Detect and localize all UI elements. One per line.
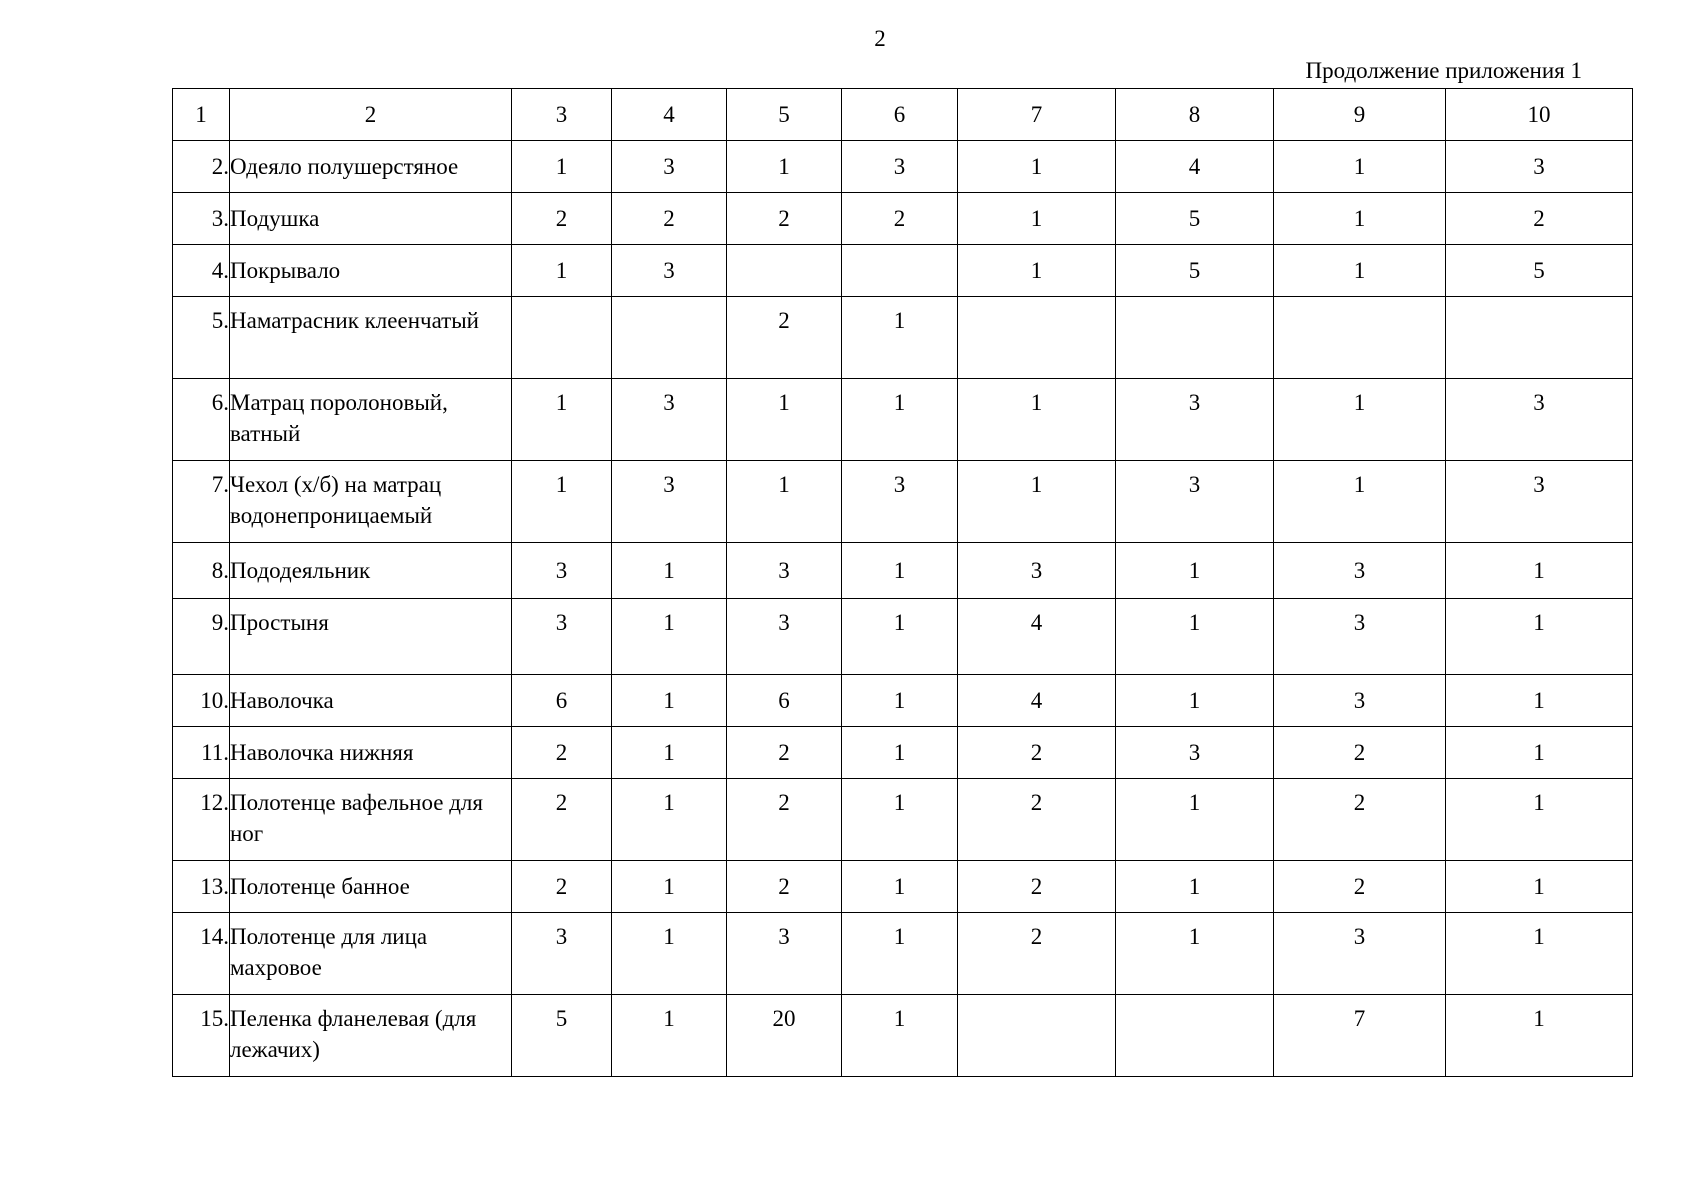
value-cell: 1 [1446, 675, 1633, 727]
value-cell: 3 [512, 543, 612, 599]
value-cell: 1 [1446, 913, 1633, 995]
value-cell: 1 [1274, 141, 1446, 193]
value-cell: 6 [727, 675, 842, 727]
value-cell: 3 [612, 141, 727, 193]
value-cell: 4 [1116, 141, 1274, 193]
value-cell: 1 [727, 141, 842, 193]
value-cell: 1 [512, 379, 612, 461]
value-cell: 3 [1116, 727, 1274, 779]
value-cell: 1 [1446, 861, 1633, 913]
value-cell: 1 [612, 599, 727, 675]
value-cell: 1 [842, 913, 958, 995]
value-cell: 1 [958, 245, 1116, 297]
value-cell: 1 [1274, 193, 1446, 245]
value-cell: 1 [1446, 779, 1633, 861]
value-cell: 2 [842, 193, 958, 245]
table-row [173, 543, 1633, 599]
value-cell [958, 995, 1116, 1077]
value-cell: 3 [727, 599, 842, 675]
item-name: Подушка [230, 193, 512, 245]
row-number: 5. [173, 297, 230, 379]
value-cell: 2 [512, 779, 612, 861]
value-cell: 2 [1274, 861, 1446, 913]
table-row [173, 861, 1633, 913]
value-cell: 1 [842, 727, 958, 779]
value-cell: 1 [842, 675, 958, 727]
value-cell: 3 [512, 913, 612, 995]
value-cell: 4 [958, 599, 1116, 675]
value-cell: 1 [842, 995, 958, 1077]
table-row [173, 297, 1633, 379]
value-cell [1446, 297, 1633, 379]
value-cell: 2 [958, 861, 1116, 913]
value-cell: 2 [1446, 193, 1633, 245]
value-cell: 1 [1446, 543, 1633, 599]
header-cell: 5 [727, 89, 842, 141]
header-cell: 7 [958, 89, 1116, 141]
value-cell [512, 297, 612, 379]
item-name: Покрывало [230, 245, 512, 297]
value-cell: 1 [842, 779, 958, 861]
value-cell: 1 [612, 675, 727, 727]
value-cell: 3 [842, 141, 958, 193]
table-row [173, 193, 1633, 245]
value-cell: 3 [1446, 141, 1633, 193]
value-cell: 3 [1274, 675, 1446, 727]
value-cell: 1 [958, 379, 1116, 461]
value-cell: 5 [1116, 193, 1274, 245]
item-name: Наволочка [230, 675, 512, 727]
row-number: 2. [173, 141, 230, 193]
value-cell: 1 [727, 379, 842, 461]
header-cell: 10 [1446, 89, 1633, 141]
value-cell: 3 [958, 543, 1116, 599]
item-name: Полотенце банное [230, 861, 512, 913]
header-row [173, 89, 1633, 141]
item-name: Чехол (х/б) на матрац водонепроницаемый [230, 461, 512, 543]
item-name: Наматрасник клеенчатый [230, 297, 512, 379]
value-cell [958, 297, 1116, 379]
header-cell: 1 [173, 89, 230, 141]
value-cell: 2 [958, 779, 1116, 861]
value-cell: 6 [512, 675, 612, 727]
value-cell: 1 [512, 141, 612, 193]
row-number: 10. [173, 675, 230, 727]
value-cell: 1 [1274, 461, 1446, 543]
value-cell: 2 [512, 727, 612, 779]
row-number: 8. [173, 543, 230, 599]
value-cell: 1 [1274, 245, 1446, 297]
value-cell: 2 [1274, 779, 1446, 861]
value-cell: 3 [1274, 913, 1446, 995]
value-cell: 1 [842, 599, 958, 675]
value-cell: 3 [1274, 543, 1446, 599]
value-cell: 2 [512, 193, 612, 245]
value-cell: 2 [958, 913, 1116, 995]
value-cell: 3 [1446, 379, 1633, 461]
value-cell: 5 [512, 995, 612, 1077]
value-cell: 1 [1116, 543, 1274, 599]
row-number: 14. [173, 913, 230, 995]
value-cell: 2 [1274, 727, 1446, 779]
value-cell: 1 [1116, 675, 1274, 727]
row-number: 9. [173, 599, 230, 675]
row-number: 4. [173, 245, 230, 297]
page-number: 2 [874, 26, 886, 51]
value-cell: 1 [1446, 727, 1633, 779]
value-cell: 1 [727, 461, 842, 543]
value-cell: 1 [612, 913, 727, 995]
value-cell [727, 245, 842, 297]
value-cell: 3 [842, 461, 958, 543]
value-cell: 3 [612, 461, 727, 543]
value-cell: 4 [958, 675, 1116, 727]
value-cell: 20 [727, 995, 842, 1077]
value-cell: 1 [1274, 379, 1446, 461]
table-row [173, 995, 1633, 1077]
item-name: Матрац поролоновый, ватный [230, 379, 512, 461]
value-cell: 2 [727, 297, 842, 379]
value-cell: 2 [727, 727, 842, 779]
value-cell: 1 [612, 861, 727, 913]
header-cell: 9 [1274, 89, 1446, 141]
row-number: 7. [173, 461, 230, 543]
value-cell: 1 [958, 193, 1116, 245]
value-cell: 2 [958, 727, 1116, 779]
value-cell: 1 [512, 461, 612, 543]
value-cell: 1 [958, 141, 1116, 193]
value-cell: 3 [727, 543, 842, 599]
value-cell: 2 [612, 193, 727, 245]
item-name: Полотенце вафельное для ног [230, 779, 512, 861]
appendix-note: Продолжение приложения 1 [1305, 58, 1582, 83]
value-cell [612, 297, 727, 379]
table-row [173, 675, 1633, 727]
header-cell: 2 [230, 89, 512, 141]
value-cell: 3 [1274, 599, 1446, 675]
table-row [173, 379, 1633, 461]
table-row [173, 779, 1633, 861]
value-cell: 1 [1116, 599, 1274, 675]
value-cell: 1 [612, 779, 727, 861]
header-cell: 4 [612, 89, 727, 141]
value-cell [1274, 297, 1446, 379]
value-cell: 3 [1116, 461, 1274, 543]
value-cell: 1 [1116, 779, 1274, 861]
row-number: 12. [173, 779, 230, 861]
value-cell: 1 [1116, 913, 1274, 995]
inventory-table [172, 88, 1633, 1077]
value-cell: 3 [1446, 461, 1633, 543]
row-number: 11. [173, 727, 230, 779]
value-cell: 1 [842, 379, 958, 461]
value-cell: 1 [1446, 995, 1633, 1077]
value-cell: 3 [612, 379, 727, 461]
value-cell: 3 [612, 245, 727, 297]
value-cell: 3 [1116, 379, 1274, 461]
row-number: 3. [173, 193, 230, 245]
value-cell: 7 [1274, 995, 1446, 1077]
value-cell: 1 [1116, 861, 1274, 913]
value-cell: 1 [842, 861, 958, 913]
table-row [173, 141, 1633, 193]
item-name: Полотенце для лица махровое [230, 913, 512, 995]
value-cell: 3 [512, 599, 612, 675]
header-cell: 6 [842, 89, 958, 141]
table-row [173, 245, 1633, 297]
header-cell: 3 [512, 89, 612, 141]
value-cell [842, 245, 958, 297]
value-cell: 1 [512, 245, 612, 297]
row-number: 15. [173, 995, 230, 1077]
table-row [173, 599, 1633, 675]
value-cell: 1 [842, 297, 958, 379]
value-cell [1116, 995, 1274, 1077]
value-cell: 1 [1446, 599, 1633, 675]
row-number: 13. [173, 861, 230, 913]
value-cell: 2 [727, 193, 842, 245]
value-cell: 5 [1116, 245, 1274, 297]
value-cell: 1 [612, 727, 727, 779]
table-row [173, 461, 1633, 543]
value-cell: 2 [512, 861, 612, 913]
item-name: Пеленка фланелевая (для лежачих) [230, 995, 512, 1077]
row-number: 6. [173, 379, 230, 461]
value-cell: 3 [727, 913, 842, 995]
value-cell: 1 [842, 543, 958, 599]
value-cell: 2 [727, 861, 842, 913]
value-cell [1116, 297, 1274, 379]
table-row [173, 913, 1633, 995]
value-cell: 5 [1446, 245, 1633, 297]
header-cell: 8 [1116, 89, 1274, 141]
item-name: Простыня [230, 599, 512, 675]
value-cell: 1 [612, 995, 727, 1077]
item-name: Наволочка нижняя [230, 727, 512, 779]
item-name: Одеяло полушерстяное [230, 141, 512, 193]
value-cell: 1 [958, 461, 1116, 543]
item-name: Пододеяльник [230, 543, 512, 599]
table-row [173, 727, 1633, 779]
value-cell: 1 [612, 543, 727, 599]
value-cell: 2 [727, 779, 842, 861]
